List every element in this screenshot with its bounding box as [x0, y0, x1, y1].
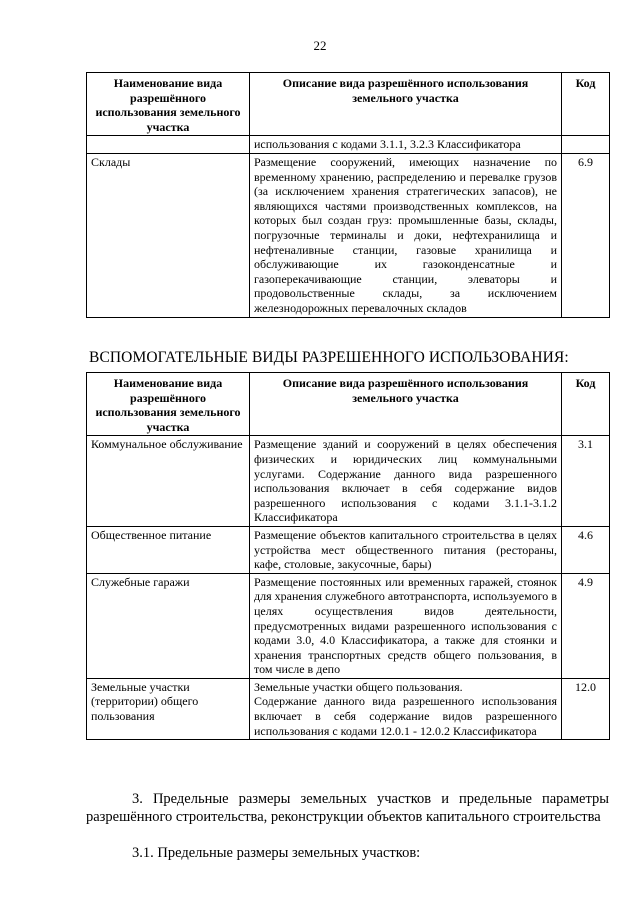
cell-name: Земельные участки (территории) общего пользования — [87, 678, 250, 739]
table-header-row — [87, 373, 610, 436]
section-title: ВСПОМОГАТЕЛЬНЫЕ ВИДЫ РАЗРЕШЕННОГО ИСПОЛЬЗОВАНИЯ: — [89, 349, 569, 366]
cell-description: Размещение постоянных или временных гаражей, стоянок для хранения служебного автотранспорта, используемого в целях осуществления видов деятельности, предусмотренных видами разрешенного использования с кодами 3.0, 4.0 Классификатора, а также для стоянки и хранения транспортных средств общего пользования, в том числе в депо — [250, 573, 562, 678]
cell-code: 12.0 — [562, 678, 610, 739]
cell-name-empty — [87, 136, 250, 154]
paragraph-3: 3. Предельные размеры земельных участков и предельные параметры разрешённого строительства, реконструкции объектов капитального строительства — [86, 791, 609, 825]
cell-code-empty — [562, 136, 610, 154]
cell-code: 6.9 — [562, 153, 610, 317]
table-header-row — [87, 73, 610, 136]
paragraph-3-1: 3.1. Предельные размеры земельных участков: — [132, 845, 421, 861]
cell-name: Общественное питание — [87, 526, 250, 573]
cell-description — [250, 678, 562, 739]
cell-description: Размещение объектов капитального строительства в целях устройства мест общественного питания (рестораны, кафе, столовые, закусочные, бары) — [250, 526, 562, 573]
table-row — [87, 526, 610, 573]
cell-code: 4.6 — [562, 526, 610, 573]
page-number: 22 — [313, 38, 327, 53]
header-name: Наименование вида разрешённого использования земельного участка — [87, 373, 250, 436]
cell-name: Склады — [87, 153, 250, 317]
auxiliary-uses-table — [86, 372, 610, 740]
header-description: Описание вида разрешённого использования земельного участка — [250, 73, 562, 136]
table-row — [87, 436, 610, 527]
main-uses-table — [86, 72, 610, 318]
table-row — [87, 153, 610, 317]
cell-description: Размещение зданий и сооружений в целях обеспечения физических и юридических лиц коммунальными услугами. Содержание данного вида разрешенного использования включает в себя содержание видов разрешенного использования с кодами 3.1.1-3.1.2 Классификатора — [250, 436, 562, 527]
table-row — [87, 678, 610, 739]
cell-description: Размещение сооружений, имеющих назначение по временному хранению, распределению и перевалке грузов (за исключением хранения стратегических запасов), не являющихся частями производственных комплексов, на которых был создан груз: промышленные базы, склады, погрузочные терминалы и доки, нефтехранилища и нефтеналивные станции, газовые хранилища и обслуживающие их газоконденсатные и газоперекачивающие станции, элеваторы и продовольственные склады, за исключением железнодорожных перевалочных складов — [250, 153, 562, 317]
header-code: Код — [562, 373, 610, 436]
table-row — [87, 573, 610, 678]
cell-code: 3.1 — [562, 436, 610, 527]
description-first-line: Земельные участки общего пользования. — [254, 679, 463, 694]
header-name: Наименование вида разрешённого использования земельного участка — [87, 73, 250, 136]
cell-name: Коммунальное обслуживание — [87, 436, 250, 527]
header-code: Код — [562, 73, 610, 136]
table-row — [87, 136, 610, 154]
cell-description-continuation: использования с кодами 3.1.1, 3.2.3 Классификатора — [250, 136, 562, 154]
description-text: Содержание данного вида разрешенного использования включает в себя содержание видов разрешенного использования с кодами 12.0.1 - 12.0.2 Классификатора — [254, 694, 557, 738]
cell-name: Служебные гаражи — [87, 573, 250, 678]
header-description: Описание вида разрешённого использования земельного участка — [250, 373, 562, 436]
cell-code: 4.9 — [562, 573, 610, 678]
